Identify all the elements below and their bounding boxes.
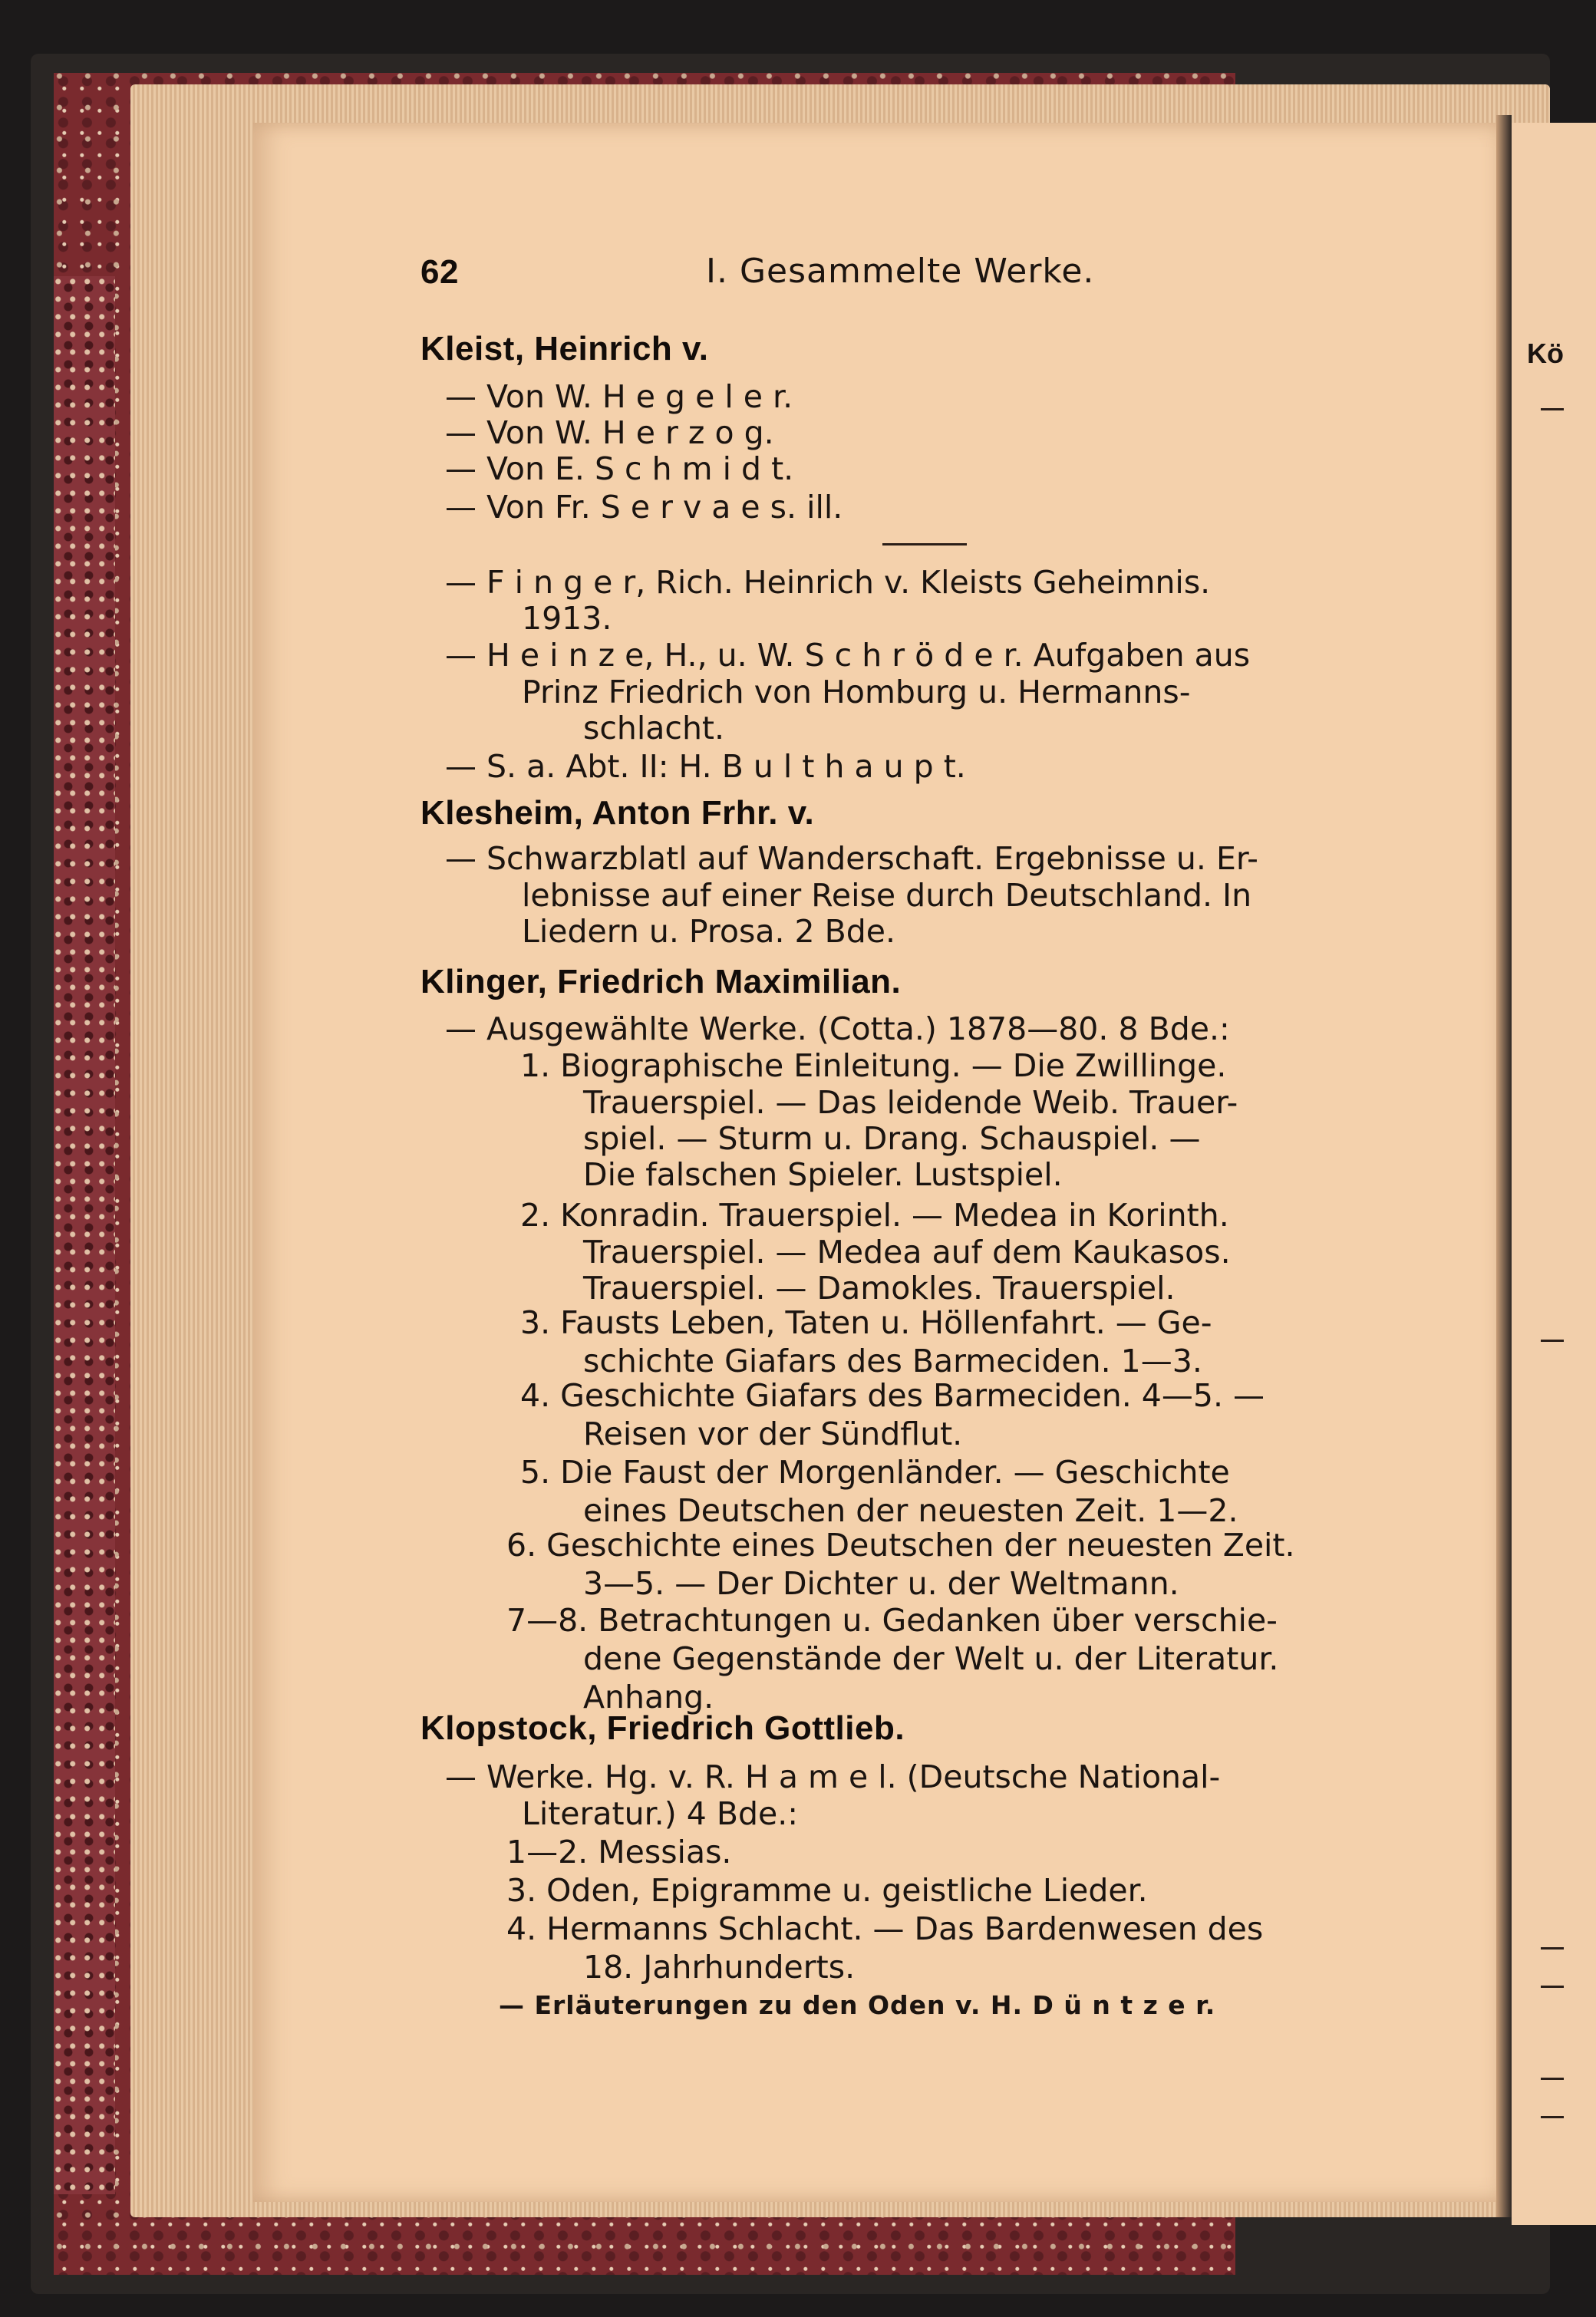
entry-line: lebnisse auf einer Reise durch Deutschland. In	[522, 877, 1252, 914]
author-heading: Klesheim, Anton Frhr. v.	[420, 794, 815, 832]
facing-page-fragment: Kö	[1527, 338, 1564, 369]
entry-line: 3. Oden, Epigramme u. geistliche Lieder.	[506, 1872, 1148, 1909]
entry-line: — S. a. Abt. II: H. B u l t h a u p t.	[445, 748, 966, 785]
entry-line: 5. Die Faust der Morgenländer. — Geschichte	[520, 1454, 1230, 1491]
entry-line: schichte Giafars des Barmeciden. 1—3.	[583, 1343, 1202, 1379]
entry-line: — H e i n z e, H., u. W. S c h r ö d e r. Aufgaben aus	[445, 637, 1251, 674]
entry-line: — Schwarzblatl auf Wanderschaft. Ergebnisse u. Er-	[445, 840, 1258, 877]
marbled-spine-edge	[54, 276, 115, 2194]
facing-page-dash	[1541, 2116, 1564, 2118]
entry-line: 1. Biographische Einleitung. — Die Zwillinge.	[520, 1047, 1227, 1084]
entry-line: 1913.	[522, 600, 612, 637]
entry-line: — Von W. H e r z o g.	[445, 414, 774, 451]
author-heading: Klinger, Friedrich Maximilian.	[420, 963, 902, 1000]
section-rule	[882, 543, 967, 545]
author-heading: Kleist, Heinrich v.	[420, 330, 709, 367]
entry-line: eines Deutschen der neuesten Zeit. 1—2.	[583, 1492, 1238, 1529]
running-head: I. Gesammelte Werke.	[706, 252, 1095, 291]
entry-line: Anhang.	[583, 1679, 714, 1716]
entry-line: 2. Konradin. Trauerspiel. — Medea in Korinth.	[520, 1197, 1229, 1234]
facing-page-edge	[1512, 123, 1596, 2225]
book-gutter	[1496, 115, 1512, 2217]
entry-line: Literatur.) 4 Bde.:	[522, 1795, 799, 1832]
entry-line: 1—2. Messias.	[506, 1834, 732, 1870]
entry-line: Reisen vor der Sündflut.	[583, 1416, 963, 1452]
entry-line: 18. Jahrhunderts.	[583, 1949, 856, 1986]
entry-line: — Von E. S c h m i d t.	[445, 450, 794, 487]
entry-line: Prinz Friedrich von Homburg u. Hermanns-	[522, 674, 1191, 710]
entry-line: — F i n g e r, Rich. Heinrich v. Kleists Geheimnis.	[445, 564, 1211, 601]
entry-line: — Werke. Hg. v. R. H a m e l. (Deutsche National-	[445, 1758, 1221, 1795]
entry-line: 3—5. — Der Dichter u. der Weltmann.	[583, 1565, 1179, 1602]
entry-line: spiel. — Sturm u. Drang. Schauspiel. —	[583, 1120, 1201, 1157]
author-heading: Klopstock, Friedrich Gottlieb.	[420, 1709, 905, 1747]
facing-page-dash	[1541, 1947, 1564, 1950]
entry-line: 4. Hermanns Schlacht. — Das Bardenwesen des	[506, 1910, 1264, 1947]
entry-line: — Erläuterungen zu den Oden v. H. D ü n t z e r.	[499, 1990, 1216, 2020]
entry-line: — Ausgewählte Werke. (Cotta.) 1878—80. 8 Bde.:	[445, 1010, 1230, 1047]
entry-line: Trauerspiel. — Damokles. Trauerspiel.	[583, 1270, 1176, 1307]
facing-page-dash	[1541, 2078, 1564, 2080]
entry-line: Trauerspiel. — Medea auf dem Kaukasos.	[583, 1234, 1231, 1271]
entry-line: — Von W. H e g e l e r.	[445, 378, 793, 415]
entry-line: — Von Fr. S e r v a e s. ill.	[445, 489, 843, 526]
facing-page-dash	[1541, 408, 1564, 410]
entry-line: Trauerspiel. — Das leidende Weib. Trauer-	[583, 1084, 1238, 1121]
entry-line: Die falschen Spieler. Lustspiel.	[583, 1156, 1063, 1193]
entry-line: 6. Geschichte eines Deutschen der neuesten Zeit.	[506, 1527, 1295, 1564]
entry-line: schlacht.	[583, 710, 725, 747]
entry-line: Liedern u. Prosa. 2 Bde.	[522, 913, 896, 950]
entry-line: 3. Fausts Leben, Taten u. Höllenfahrt. — Ge-	[520, 1304, 1212, 1341]
facing-page-dash	[1541, 1340, 1564, 1342]
facing-page-dash	[1541, 1986, 1564, 1988]
entry-line: 7—8. Betrachtungen u. Gedanken über verschie-	[506, 1602, 1278, 1639]
page-number: 62	[420, 253, 459, 291]
entry-line: 4. Geschichte Giafars des Barmeciden. 4—5. —	[520, 1377, 1265, 1414]
entry-line: dene Gegenstände der Welt u. der Literatur.	[583, 1640, 1279, 1677]
